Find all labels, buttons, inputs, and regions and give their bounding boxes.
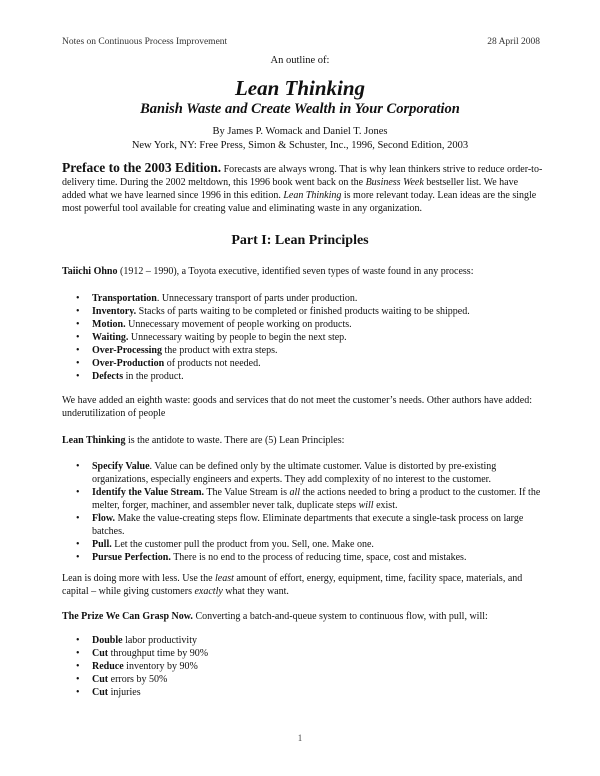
- list-item: [62, 673, 544, 686]
- bullet-icon: •: [76, 674, 80, 685]
- list-item: [62, 344, 544, 357]
- book-title: Lean Thinking: [234, 76, 366, 100]
- principle-term: Flow.: [92, 513, 116, 524]
- prize-term: The Prize We Can Grasp Now.: [62, 611, 193, 622]
- list-item: [62, 647, 544, 660]
- bullet-icon: •: [76, 687, 80, 698]
- prize-text: Converting a batch-and-queue system to continuous flow, with pull, will:: [192, 611, 488, 622]
- lean-term: Lean Thinking: [62, 435, 126, 446]
- principle-text: Let the customer pull the product from you. Sell, one. Make one.: [111, 539, 374, 550]
- waste-list: [62, 292, 544, 383]
- list-item: [62, 538, 544, 551]
- principle-text: . Value can be defined only by the ultimate customer. Value is distorted by pre-existing organizations, especially engineers and experts. They add complexity of no interest to the customer.: [92, 461, 497, 485]
- preface-lead: Preface to the 2003 Edition.: [62, 160, 222, 175]
- list-item: [62, 660, 544, 673]
- principle-text: There is no end to the process of reducing time, space, cost and mistakes.: [170, 552, 467, 563]
- principle-term: Pull.: [92, 539, 112, 550]
- waste-term: Defects: [92, 371, 124, 382]
- waste-desc: Unnecessary movement of people working on products.: [125, 319, 352, 330]
- header-title: Notes on Continuous Process Improvement: [62, 37, 228, 47]
- list-item: [62, 460, 544, 486]
- ohno-name: Taiichi Ohno: [62, 266, 118, 277]
- bullet-icon: •: [76, 487, 80, 498]
- outline-intro: An outline of:: [270, 55, 330, 66]
- waste-term: Inventory.: [92, 306, 137, 317]
- eighth-waste-paragraph: We have added an eighth waste: goods and services that do not meet the customer’s needs. Other authors have added: underutilization of people: [62, 395, 532, 419]
- prize-item-desc: inventory by 90%: [123, 661, 198, 672]
- lean-less-paragraph: [62, 572, 544, 598]
- prize-item-desc: labor productivity: [122, 635, 197, 646]
- running-header: [62, 37, 540, 47]
- principle-term: Pursue Perfection.: [92, 552, 171, 563]
- list-item: [62, 357, 544, 370]
- bullet-icon: •: [76, 306, 80, 317]
- bullet-icon: •: [76, 332, 80, 343]
- principle-text: The Value Stream is: [204, 487, 290, 498]
- list-item: [62, 318, 544, 331]
- principle-text: Make the value-creating steps flow. Eliminate departments that execute a single-task process on large batches.: [92, 513, 524, 537]
- less-text-a: Lean is doing more with less. Use the: [62, 573, 216, 584]
- preface-em-2: Lean Thinking: [283, 190, 342, 201]
- waste-term: Over-Production: [92, 358, 165, 369]
- waste-desc: the product with extra steps.: [161, 345, 278, 356]
- prize-item-desc: throughput time by 90%: [108, 648, 209, 659]
- list-item: [62, 686, 544, 699]
- ohno-text: (1912 – 1990), a Toyota executive, identified seven types of waste found in any process:: [117, 266, 474, 277]
- list-item: [62, 634, 544, 647]
- waste-desc: . Unnecessary transport of parts under production.: [156, 293, 358, 304]
- list-item: [62, 331, 544, 344]
- prize-list: [62, 634, 544, 699]
- waste-desc: Stacks of parts waiting to be completed or finished products waiting to be shipped.: [136, 306, 470, 317]
- bullet-icon: •: [76, 358, 80, 369]
- preface-text-2: bestseller list. We have added what we have learned since 1996 in this edition.: [62, 177, 519, 201]
- list-item: [62, 551, 544, 564]
- waste-desc: in the product.: [123, 371, 184, 382]
- less-em-1: least: [215, 573, 234, 584]
- prize-paragraph: [62, 610, 544, 623]
- preface-em-1: Business Week: [365, 177, 424, 188]
- bullet-icon: •: [76, 648, 80, 659]
- principle-text: exist.: [373, 500, 398, 511]
- bullet-icon: •: [76, 319, 80, 330]
- prize-item-term: Double: [92, 635, 123, 646]
- bullet-icon: •: [76, 345, 80, 356]
- book-subtitle: Banish Waste and Create Wealth in Your Corporation: [140, 101, 460, 117]
- bullet-icon: •: [76, 661, 80, 672]
- lean-antidote-paragraph: [62, 434, 544, 447]
- waste-term: Motion.: [92, 319, 126, 330]
- part-heading: Part I: Lean Principles: [231, 233, 369, 248]
- bullet-icon: •: [76, 513, 80, 524]
- ohno-paragraph: [62, 265, 544, 278]
- publication-info: New York, NY: Free Press, Simon & Schuster, Inc., 1996, Second Edition, 2003: [131, 140, 469, 151]
- list-item: [62, 486, 544, 512]
- bullet-icon: •: [76, 539, 80, 550]
- preface-text-3: is more relevant today. Lean ideas are the single most powerful tool available for creating value and eliminating waste in any organization.: [62, 190, 537, 214]
- principle-text: the actions needed to bring a product to the customer. If the melter, forger, machiner, and assembler never talk, duplicate steps: [92, 487, 541, 511]
- principle-em: all: [289, 487, 301, 498]
- list-item: [62, 292, 544, 305]
- bullet-icon: •: [76, 461, 80, 472]
- bullet-icon: •: [76, 552, 80, 563]
- prize-item-desc: injuries: [108, 687, 141, 698]
- bullet-icon: •: [76, 635, 80, 646]
- lean-text: is the antidote to waste. There are (5) Lean Principles:: [125, 435, 345, 446]
- less-text-c: what they want.: [222, 586, 289, 597]
- prize-item-term: Cut: [92, 648, 109, 659]
- waste-term: Over-Processing: [92, 345, 162, 356]
- book-authors: By James P. Womack and Daniel T. Jones: [212, 126, 388, 137]
- waste-desc: Unnecessary waiting by people to begin the next step.: [128, 332, 347, 343]
- principle-term: Specify Value: [92, 461, 150, 472]
- principle-term: Identify the Value Stream.: [92, 487, 205, 498]
- page-number: 1: [297, 733, 303, 743]
- prize-item-desc: errors by 50%: [108, 674, 168, 685]
- prize-item-term: Cut: [92, 674, 109, 685]
- bullet-icon: •: [76, 293, 80, 304]
- waste-desc: of products not needed.: [164, 358, 261, 369]
- principle-em: will: [358, 500, 374, 511]
- less-em-2: exactly: [194, 586, 223, 597]
- waste-term: Transportation: [92, 293, 157, 304]
- list-item: [62, 305, 544, 318]
- list-item: [62, 370, 544, 383]
- list-item: [62, 512, 544, 538]
- prize-item-term: Cut: [92, 687, 109, 698]
- principles-list: [62, 460, 544, 564]
- bullet-icon: •: [76, 371, 80, 382]
- less-text-b: amount of effort, energy, equipment, time, facility space, materials, and capital – while giving customers: [62, 573, 523, 597]
- prize-item-term: Reduce: [92, 661, 124, 672]
- preface-paragraph: [62, 161, 544, 215]
- preface-text-1: Forecasts are always wrong. That is why lean thinkers strive to reduce order-to-delivery time. During the 2002 meltdown, this 1996 book went back on the: [62, 164, 543, 188]
- waste-term: Waiting.: [92, 332, 129, 343]
- header-date: 28 April 2008: [487, 37, 540, 47]
